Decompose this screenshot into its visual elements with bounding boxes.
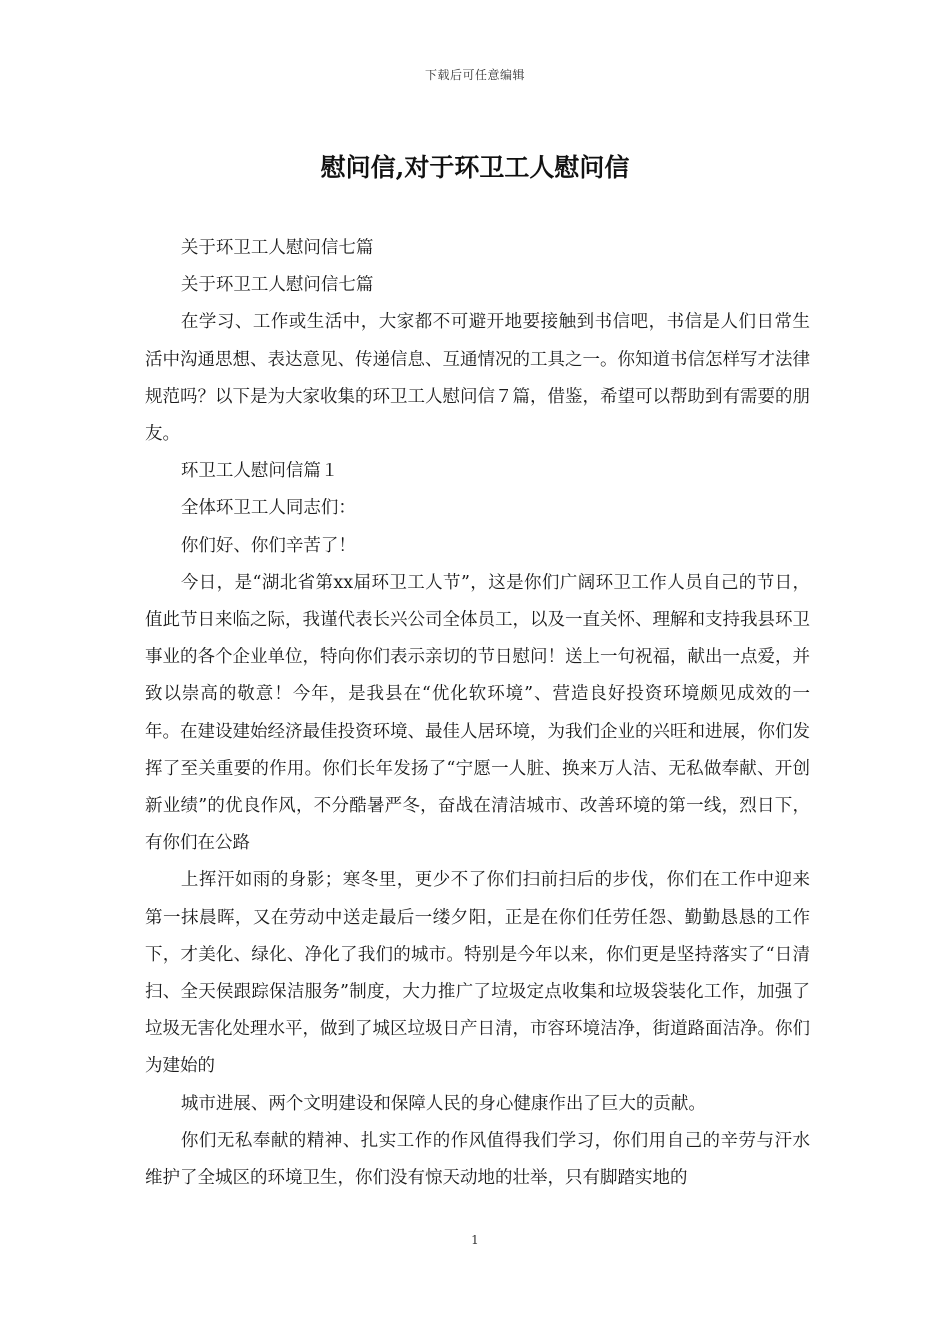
document-title: 慰问信,对于环卫工人慰问信 bbox=[320, 153, 630, 182]
paragraph-body-1: 今日，是“湖北省第xx届环卫工人节”，这是你们广阔环卫工作人员自己的节日，值此节日来临之际，我谨代表长兴公司全体员工，以及一直关怀、理解和支持我县环卫事业的各个企业单位，特向你们表示亲切的节日慰问！送上一句祝福，献出一点爱，并致以崇高的敬意！今年，是我县在“优化软环境”、营造良好投资环境颇见成效的一年。在建设建始经济最佳投资环境、最佳人居环境，为我们企业的兴旺和进展，你们发挥了至关重要的作用。你们长年发扬了“宁愿一人脏、换来万人洁、无私做奉献、开创新业绩”的优良作风，不分酷暑严冬，奋战在清洁城市、改善环境的第一线，烈日下，有你们在公路 bbox=[145, 572, 810, 854]
paragraph-subtitle-2: 关于环卫工人慰问信七篇 bbox=[180, 275, 374, 296]
paragraph-body-3: 城市进展、两个文明建设和保障人民的身心健康作出了巨大的贡献。 bbox=[180, 1093, 706, 1114]
paragraph-letter-heading: 环卫工人慰问信篇１ bbox=[180, 461, 339, 482]
paragraph-greeting: 你们好、你们辛苦了！ bbox=[180, 535, 356, 556]
paragraph-salutation: 全体环卫工人同志们： bbox=[180, 498, 356, 519]
paragraph-subtitle-1: 关于环卫工人慰问信七篇 bbox=[180, 238, 374, 258]
paragraph-body-4: 你们无私奉献的精神、扎实工作的作风值得我们学习，你们用自己的辛劳与汗水维护了全城区的环境卫生，你们没有惊天动地的壮举，只有脚踏实地的 bbox=[145, 1130, 810, 1189]
paragraph-intro: 在学习、工作或生活中，大家都不可避开地要接触到书信吧，书信是人们日常生活中沟通思想、表达意见、传递信息、互通情况的工具之一。你知道书信怎样写才法律规范吗？以下是为大家收集的环卫工人慰问信７篇，借鉴，希望可以帮助到有需要的朋友。 bbox=[145, 312, 810, 445]
page-number: 1 bbox=[471, 1233, 479, 1247]
paragraph-body-2: 上挥汗如雨的身影；寒冬里，更少不了你们扫前扫后的步伐，你们在工作中迎来第一抹晨晖，又在劳动中送走最后一缕夕阳，正是在你们任劳任怨、勤勤恳恳的工作下，才美化、绿化、净化了我们的城市。特别是今年以来，你们更是坚持落实了“日清扫、全天侯跟踪保洁服务”制度，大力推广了垃圾定点收集和垃圾袋装化工作，加强了垃圾无害化处理水平，做到了城区垃圾日产日清，市容环境洁净，街道路面洁净。你们为建始的 bbox=[145, 870, 810, 1077]
document-body bbox=[145, 230, 810, 1197]
header-note: 下载后可任意编辑 bbox=[424, 68, 525, 82]
